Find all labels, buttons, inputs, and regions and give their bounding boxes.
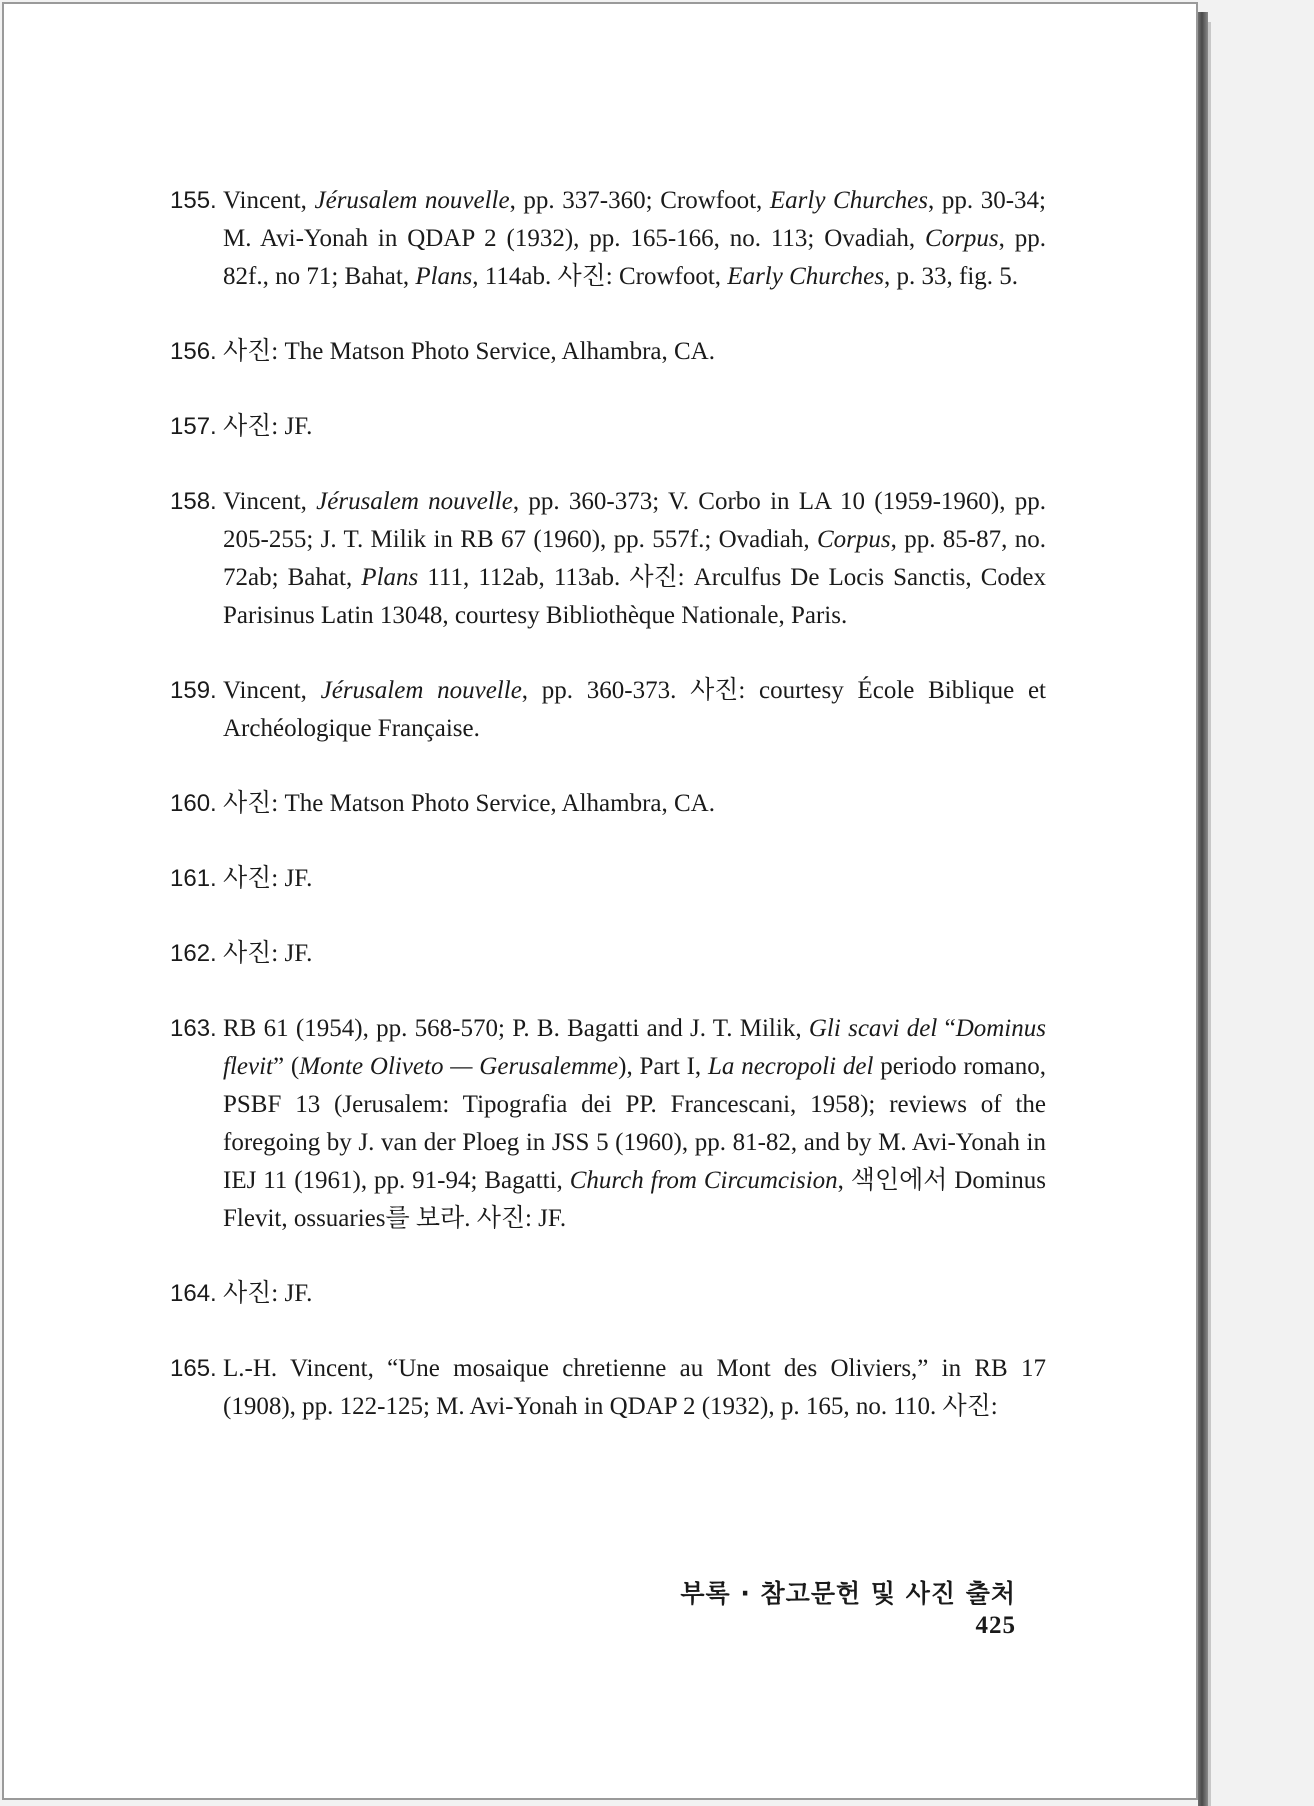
endnote-italic-title: Jérusalem nouvelle <box>314 187 510 214</box>
endnote-italic-title: Jérusalem nouvelle <box>320 677 522 704</box>
endnote-italic-title: Early Churches <box>769 187 928 214</box>
endnote-text: ), Part I, <box>618 1053 708 1080</box>
endnote-italic-title: Plans <box>361 564 419 591</box>
endnote-italic-title: Church from Circumcision <box>569 1167 838 1194</box>
endnote-number: 160. <box>170 790 217 817</box>
endnote <box>170 1350 1046 1426</box>
endnote-text: 111, 112ab, 113ab. 사진: Arculfus De Locis Sanctis, Codex Parisinus Latin 13048, courtesy Bibliothèque Nationale, Paris. <box>223 564 1046 629</box>
endnote <box>170 182 1046 296</box>
endnote-text: L.-H. Vincent, “Une mosaique chretienne au Mont des Oliviers,” in RB 17 (1908), pp. 122-125; M. Avi-Yonah in QDAP 2 (1932), p. 165, no. 110. 사진: <box>223 1355 1046 1420</box>
endnote-text: , 114ab. 사진: Crowfoot, <box>472 263 728 290</box>
endnote-text: 사진: The Matson Photo Service, Alhambra, CA. <box>223 338 715 365</box>
endnote-number: 163. <box>170 1015 217 1042</box>
endnote <box>170 860 1046 898</box>
endnote <box>170 935 1046 973</box>
endnote-number: 165. <box>170 1355 217 1382</box>
endnote-text: Vincent, <box>223 488 317 515</box>
endnote <box>170 672 1046 748</box>
endnote-text: “ <box>937 1015 956 1042</box>
endnote-text: , pp. 360-373; V. Corbo in LA 10 (1959-1960), pp. 205-255; J. T. Milik in RB 67 (1960), pp. 557f.; Ovadiah, <box>223 488 1046 553</box>
endnote-italic-title: La necropoli del <box>707 1053 874 1080</box>
endnote <box>170 785 1046 823</box>
endnote-number: 159. <box>170 677 217 704</box>
endnote-number: 156. <box>170 338 217 365</box>
endnote-italic-title: Gli scavi del <box>808 1015 938 1042</box>
endnote <box>170 408 1046 446</box>
endnote-text: 사진: JF. <box>223 413 313 440</box>
endnote-number: 155. <box>170 187 217 214</box>
endnote-text: , pp. 30-34; M. Avi-Yonah in QDAP 2 (1932), pp. 165-166, no. 113; Ovadiah, <box>223 187 1046 252</box>
endnote-text: RB 61 (1954), pp. 568-570; P. B. Bagatti and J. T. Milik, <box>223 1015 809 1042</box>
endnote-italic-title: Dominus flevit <box>223 1015 1046 1080</box>
endnote-text: Vincent, <box>223 677 321 704</box>
endnote-text: 사진: JF. <box>223 865 313 892</box>
document-page <box>2 2 1198 1800</box>
endnote-italic-title: Early Churches <box>727 263 884 290</box>
endnote <box>170 483 1046 635</box>
endnote-italic-title: Monte Oliveto — Gerusalemme <box>299 1053 619 1080</box>
endnote-text: 사진: JF. <box>223 940 313 967</box>
endnote <box>170 1010 1046 1238</box>
endnote-text: ” ( <box>272 1053 300 1080</box>
endnote-text: Vincent, <box>223 187 315 214</box>
endnote-number: 158. <box>170 488 217 515</box>
endnote-text: 사진: The Matson Photo Service, Alhambra, CA. <box>223 790 715 817</box>
endnote-text: periodo romano, PSBF 13 (Jerusalem: Tipografia dei PP. Francescani, 1958); reviews of the foregoing by J. van der Ploeg in JSS 5 (1960), pp. 81-82, and by M. Avi-Yonah in IEJ 11 (1961), pp. 91-94; Bagatti, <box>223 1053 1047 1194</box>
endnote-italic-title: Corpus <box>925 225 999 252</box>
running-footer-title: 부록 · 참고문헌 및 사진 출처 <box>680 1579 1016 1608</box>
endnote-text: , p. 33, fig. 5. <box>884 263 1019 290</box>
endnote-italic-title: Jérusalem nouvelle <box>316 488 513 515</box>
endnote-italic-title: Corpus <box>816 526 891 553</box>
endnote <box>170 333 1046 371</box>
endnote-number: 161. <box>170 865 217 892</box>
endnotes-list <box>170 182 1046 1463</box>
endnote-text: , pp. 337-360; Crowfoot, <box>509 187 770 214</box>
endnote <box>170 1275 1046 1313</box>
endnote-text: , pp. 360-373. 사진: courtesy École Biblique et Archéologique Française. <box>223 677 1046 742</box>
page-number: 425 <box>975 1612 1016 1639</box>
page-edge-shadow <box>1198 12 1208 1806</box>
endnote-number: 157. <box>170 413 217 440</box>
endnote-text: , pp. 82f., no 71; Bahat, <box>223 225 1046 290</box>
endnote-number: 164. <box>170 1280 217 1307</box>
endnote-text: , 색인에서 Dominus Flevit, ossuaries를 보라. 사진: JF. <box>223 1167 1046 1232</box>
page-footer <box>652 1574 1016 1640</box>
endnote-number: 162. <box>170 940 217 967</box>
page-edge-highlight <box>1208 22 1211 1806</box>
endnote-text: , pp. 85-87, no. 72ab; Bahat, <box>223 526 1046 591</box>
endnote-italic-title: Plans <box>415 263 473 290</box>
endnote-text: 사진: JF. <box>223 1280 313 1307</box>
